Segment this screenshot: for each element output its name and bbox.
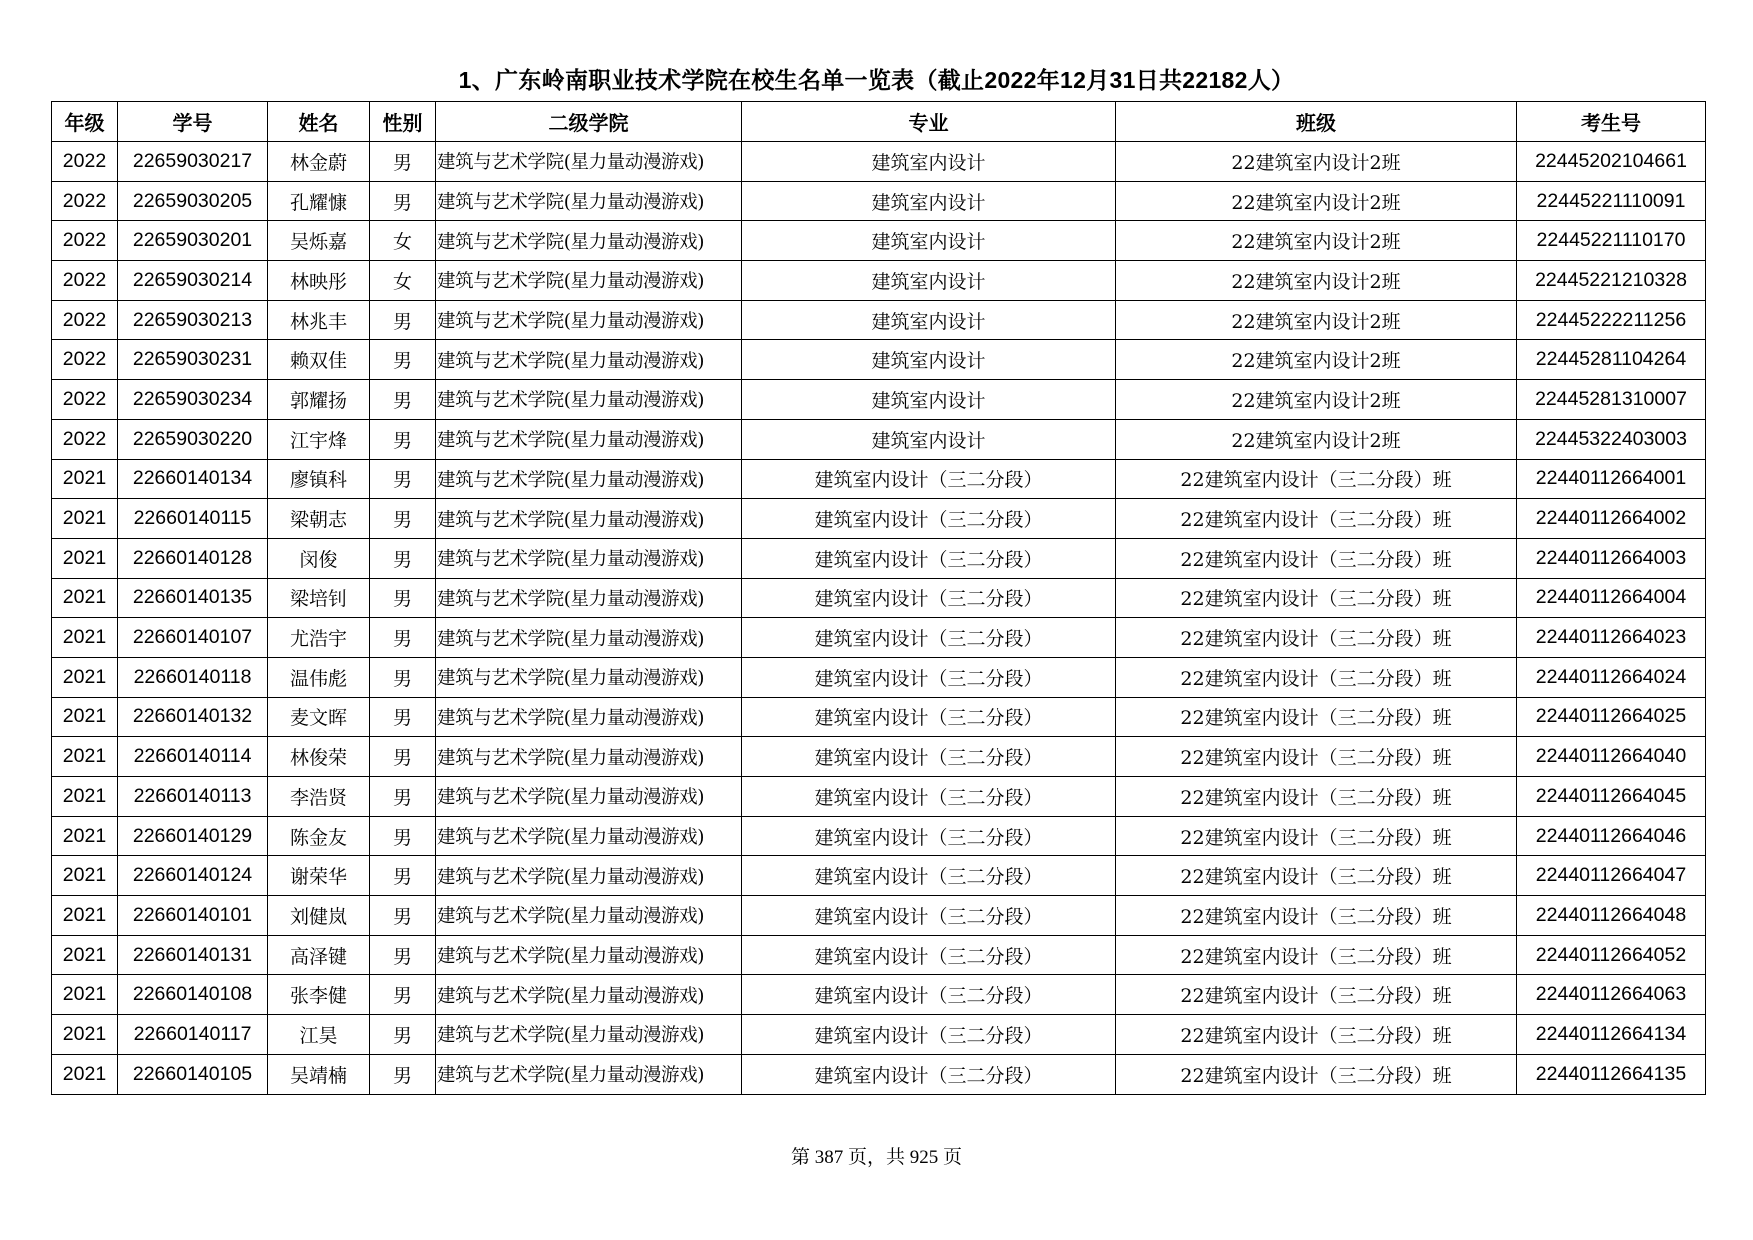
gender-cell: 男	[370, 419, 436, 459]
gender-cell: 男	[370, 657, 436, 697]
table-row	[52, 816, 1706, 856]
table-row	[52, 1054, 1706, 1094]
table-row	[52, 300, 1706, 340]
college-cell: 建筑与艺术学院(星力量动漫游戏)	[436, 419, 742, 459]
grade-cell: 2021	[52, 737, 118, 777]
exam-number-cell: 22440112664001	[1517, 459, 1706, 499]
grade-cell: 2021	[52, 538, 118, 578]
college-cell: 建筑与艺术学院(星力量动漫游戏)	[436, 1054, 742, 1094]
student-id-cell: 22660140105	[118, 1054, 268, 1094]
class-cell: 22建筑室内设计（三二分段）班	[1116, 896, 1517, 936]
name-cell: 江昊	[268, 1015, 370, 1055]
table-row	[52, 538, 1706, 578]
exam-number-cell: 22445221110091	[1517, 181, 1706, 221]
class-cell: 22建筑室内设计（三二分段）班	[1116, 697, 1517, 737]
class-cell: 22建筑室内设计（三二分段）班	[1116, 737, 1517, 777]
student-id-cell: 22660140107	[118, 618, 268, 658]
major-cell: 建筑室内设计（三二分段）	[742, 935, 1116, 975]
gender-cell: 男	[370, 737, 436, 777]
name-cell: 林俊荣	[268, 737, 370, 777]
class-cell: 22建筑室内设计（三二分段）班	[1116, 975, 1517, 1015]
table-row	[52, 221, 1706, 261]
column-header-exam-number: 考生号	[1517, 102, 1706, 142]
name-cell: 梁朝志	[268, 499, 370, 539]
exam-number-cell: 22445281310007	[1517, 380, 1706, 420]
grade-cell: 2022	[52, 380, 118, 420]
class-cell: 22建筑室内设计2班	[1116, 221, 1517, 261]
name-cell: 温伟彪	[268, 657, 370, 697]
major-cell: 建筑室内设计（三二分段）	[742, 657, 1116, 697]
gender-cell: 女	[370, 261, 436, 301]
student-id-cell: 22660140135	[118, 578, 268, 618]
name-cell: 刘健岚	[268, 896, 370, 936]
table-row	[52, 618, 1706, 658]
table-row	[52, 459, 1706, 499]
gender-cell: 男	[370, 1015, 436, 1055]
exam-number-cell: 22440112664040	[1517, 737, 1706, 777]
name-cell: 麦文晖	[268, 697, 370, 737]
college-cell: 建筑与艺术学院(星力量动漫游戏)	[436, 221, 742, 261]
college-cell: 建筑与艺术学院(星力量动漫游戏)	[436, 896, 742, 936]
exam-number-cell: 22445202104661	[1517, 142, 1706, 182]
college-cell: 建筑与艺术学院(星力量动漫游戏)	[436, 816, 742, 856]
student-id-cell: 22660140101	[118, 896, 268, 936]
college-cell: 建筑与艺术学院(星力量动漫游戏)	[436, 618, 742, 658]
student-id-cell: 22660140128	[118, 538, 268, 578]
major-cell: 建筑室内设计（三二分段）	[742, 578, 1116, 618]
table-row	[52, 777, 1706, 817]
column-header-class: 班级	[1116, 102, 1517, 142]
name-cell: 林金蔚	[268, 142, 370, 182]
name-cell: 廖镇科	[268, 459, 370, 499]
exam-number-cell: 22440112664046	[1517, 816, 1706, 856]
college-cell: 建筑与艺术学院(星力量动漫游戏)	[436, 499, 742, 539]
gender-cell: 男	[370, 896, 436, 936]
major-cell: 建筑室内设计（三二分段）	[742, 737, 1116, 777]
exam-number-cell: 22440112664052	[1517, 935, 1706, 975]
college-cell: 建筑与艺术学院(星力量动漫游戏)	[436, 300, 742, 340]
class-cell: 22建筑室内设计（三二分段）班	[1116, 777, 1517, 817]
gender-cell: 男	[370, 300, 436, 340]
college-cell: 建筑与艺术学院(星力量动漫游戏)	[436, 697, 742, 737]
grade-cell: 2021	[52, 499, 118, 539]
grade-cell: 2021	[52, 657, 118, 697]
grade-cell: 2022	[52, 419, 118, 459]
exam-number-cell: 22440112664004	[1517, 578, 1706, 618]
gender-cell: 男	[370, 935, 436, 975]
college-cell: 建筑与艺术学院(星力量动漫游戏)	[436, 777, 742, 817]
gender-cell: 男	[370, 1054, 436, 1094]
name-cell: 吴靖楠	[268, 1054, 370, 1094]
major-cell: 建筑室内设计（三二分段）	[742, 816, 1116, 856]
class-cell: 22建筑室内设计（三二分段）班	[1116, 1015, 1517, 1055]
college-cell: 建筑与艺术学院(星力量动漫游戏)	[436, 142, 742, 182]
student-id-cell: 22659030217	[118, 142, 268, 182]
grade-cell: 2022	[52, 261, 118, 301]
exam-number-cell: 22440112664002	[1517, 499, 1706, 539]
class-cell: 22建筑室内设计2班	[1116, 419, 1517, 459]
exam-number-cell: 22440112664134	[1517, 1015, 1706, 1055]
class-cell: 22建筑室内设计2班	[1116, 380, 1517, 420]
class-cell: 22建筑室内设计2班	[1116, 340, 1517, 380]
college-cell: 建筑与艺术学院(星力量动漫游戏)	[436, 737, 742, 777]
grade-cell: 2022	[52, 300, 118, 340]
name-cell: 李浩贤	[268, 777, 370, 817]
college-cell: 建筑与艺术学院(星力量动漫游戏)	[436, 538, 742, 578]
exam-number-cell: 22440112664024	[1517, 657, 1706, 697]
table-row	[52, 657, 1706, 697]
gender-cell: 女	[370, 221, 436, 261]
grade-cell: 2021	[52, 856, 118, 896]
name-cell: 赖双佳	[268, 340, 370, 380]
name-cell: 孔耀慷	[268, 181, 370, 221]
major-cell: 建筑室内设计（三二分段）	[742, 777, 1116, 817]
gender-cell: 男	[370, 618, 436, 658]
gender-cell: 男	[370, 538, 436, 578]
student-id-cell: 22659030213	[118, 300, 268, 340]
grade-cell: 2021	[52, 896, 118, 936]
class-cell: 22建筑室内设计（三二分段）班	[1116, 816, 1517, 856]
gender-cell: 男	[370, 777, 436, 817]
table-row	[52, 856, 1706, 896]
name-cell: 陈金友	[268, 816, 370, 856]
major-cell: 建筑室内设计（三二分段）	[742, 697, 1116, 737]
exam-number-cell: 22440112664023	[1517, 618, 1706, 658]
major-cell: 建筑室内设计	[742, 221, 1116, 261]
college-cell: 建筑与艺术学院(星力量动漫游戏)	[436, 459, 742, 499]
college-cell: 建筑与艺术学院(星力量动漫游戏)	[436, 340, 742, 380]
class-cell: 22建筑室内设计2班	[1116, 181, 1517, 221]
grade-cell: 2021	[52, 975, 118, 1015]
name-cell: 张李健	[268, 975, 370, 1015]
grade-cell: 2022	[52, 340, 118, 380]
grade-cell: 2021	[52, 1015, 118, 1055]
exam-number-cell: 22440112664063	[1517, 975, 1706, 1015]
exam-number-cell: 22445221110170	[1517, 221, 1706, 261]
table-row	[52, 380, 1706, 420]
class-cell: 22建筑室内设计2班	[1116, 261, 1517, 301]
table-row	[52, 340, 1706, 380]
major-cell: 建筑室内设计（三二分段）	[742, 975, 1116, 1015]
student-roster-table	[51, 101, 1706, 1095]
grade-cell: 2022	[52, 181, 118, 221]
grade-cell: 2021	[52, 618, 118, 658]
name-cell: 江宇烽	[268, 419, 370, 459]
name-cell: 梁培钊	[268, 578, 370, 618]
student-id-cell: 22660140129	[118, 816, 268, 856]
gender-cell: 男	[370, 181, 436, 221]
table-row	[52, 896, 1706, 936]
exam-number-cell: 22440112664003	[1517, 538, 1706, 578]
college-cell: 建筑与艺术学院(星力量动漫游戏)	[436, 856, 742, 896]
column-header-grade: 年级	[52, 102, 118, 142]
class-cell: 22建筑室内设计（三二分段）班	[1116, 618, 1517, 658]
grade-cell: 2021	[52, 935, 118, 975]
student-id-cell: 22660140118	[118, 657, 268, 697]
student-id-cell: 22660140114	[118, 737, 268, 777]
gender-cell: 男	[370, 975, 436, 1015]
college-cell: 建筑与艺术学院(星力量动漫游戏)	[436, 578, 742, 618]
table-body	[52, 142, 1706, 1095]
table-row	[52, 1015, 1706, 1055]
student-id-cell: 22660140108	[118, 975, 268, 1015]
major-cell: 建筑室内设计	[742, 380, 1116, 420]
major-cell: 建筑室内设计	[742, 261, 1116, 301]
table-row	[52, 142, 1706, 182]
student-id-cell: 22660140124	[118, 856, 268, 896]
class-cell: 22建筑室内设计（三二分段）班	[1116, 856, 1517, 896]
college-cell: 建筑与艺术学院(星力量动漫游戏)	[436, 261, 742, 301]
major-cell: 建筑室内设计（三二分段）	[742, 1015, 1116, 1055]
exam-number-cell: 22445322403003	[1517, 419, 1706, 459]
major-cell: 建筑室内设计（三二分段）	[742, 896, 1116, 936]
page-title: 1、广东岭南职业技术学院在校生名单一览表（截止2022年12月31日共22182人）	[458, 67, 1295, 93]
grade-cell: 2021	[52, 816, 118, 856]
name-cell: 林兆丰	[268, 300, 370, 340]
student-id-cell: 22660140131	[118, 935, 268, 975]
gender-cell: 男	[370, 816, 436, 856]
grade-cell: 2022	[52, 221, 118, 261]
name-cell: 郭耀扬	[268, 380, 370, 420]
major-cell: 建筑室内设计（三二分段）	[742, 538, 1116, 578]
college-cell: 建筑与艺术学院(星力量动漫游戏)	[436, 1015, 742, 1055]
major-cell: 建筑室内设计	[742, 181, 1116, 221]
exam-number-cell: 22440112664025	[1517, 697, 1706, 737]
name-cell: 吴烁嘉	[268, 221, 370, 261]
college-cell: 建筑与艺术学院(星力量动漫游戏)	[436, 975, 742, 1015]
column-header-student-id: 学号	[118, 102, 268, 142]
major-cell: 建筑室内设计	[742, 142, 1116, 182]
class-cell: 22建筑室内设计2班	[1116, 300, 1517, 340]
name-cell: 高泽键	[268, 935, 370, 975]
student-id-cell: 22659030214	[118, 261, 268, 301]
major-cell: 建筑室内设计	[742, 419, 1116, 459]
gender-cell: 男	[370, 142, 436, 182]
college-cell: 建筑与艺术学院(星力量动漫游戏)	[436, 657, 742, 697]
exam-number-cell: 22440112664047	[1517, 856, 1706, 896]
major-cell: 建筑室内设计（三二分段）	[742, 1054, 1116, 1094]
student-id-cell: 22659030220	[118, 419, 268, 459]
gender-cell: 男	[370, 578, 436, 618]
major-cell: 建筑室内设计（三二分段）	[742, 618, 1116, 658]
exam-number-cell: 22440112664045	[1517, 777, 1706, 817]
grade-cell: 2021	[52, 1054, 118, 1094]
exam-number-cell: 22440112664135	[1517, 1054, 1706, 1094]
grade-cell: 2021	[52, 459, 118, 499]
name-cell: 闵俊	[268, 538, 370, 578]
exam-number-cell: 22440112664048	[1517, 896, 1706, 936]
name-cell: 谢荣华	[268, 856, 370, 896]
major-cell: 建筑室内设计（三二分段）	[742, 499, 1116, 539]
major-cell: 建筑室内设计	[742, 340, 1116, 380]
major-cell: 建筑室内设计（三二分段）	[742, 459, 1116, 499]
class-cell: 22建筑室内设计（三二分段）班	[1116, 538, 1517, 578]
exam-number-cell: 22445281104264	[1517, 340, 1706, 380]
table-row	[52, 419, 1706, 459]
gender-cell: 男	[370, 856, 436, 896]
name-cell: 林映彤	[268, 261, 370, 301]
table-row	[52, 261, 1706, 301]
name-cell: 尤浩宇	[268, 618, 370, 658]
column-header-gender: 性别	[370, 102, 436, 142]
table-row	[52, 499, 1706, 539]
student-id-cell: 22660140132	[118, 697, 268, 737]
column-header-major: 专业	[742, 102, 1116, 142]
page-number-footer: 第 387 页，共 925 页	[790, 1147, 962, 1168]
grade-cell: 2022	[52, 142, 118, 182]
student-id-cell: 22660140113	[118, 777, 268, 817]
gender-cell: 男	[370, 459, 436, 499]
class-cell: 22建筑室内设计（三二分段）班	[1116, 499, 1517, 539]
exam-number-cell: 22445221210328	[1517, 261, 1706, 301]
table-row	[52, 697, 1706, 737]
class-cell: 22建筑室内设计（三二分段）班	[1116, 578, 1517, 618]
student-id-cell: 22659030201	[118, 221, 268, 261]
student-id-cell: 22659030234	[118, 380, 268, 420]
gender-cell: 男	[370, 499, 436, 539]
column-header-name: 姓名	[268, 102, 370, 142]
student-id-cell: 22660140134	[118, 459, 268, 499]
class-cell: 22建筑室内设计（三二分段）班	[1116, 1054, 1517, 1094]
grade-cell: 2021	[52, 777, 118, 817]
gender-cell: 男	[370, 380, 436, 420]
gender-cell: 男	[370, 697, 436, 737]
college-cell: 建筑与艺术学院(星力量动漫游戏)	[436, 935, 742, 975]
gender-cell: 男	[370, 340, 436, 380]
grade-cell: 2021	[52, 578, 118, 618]
class-cell: 22建筑室内设计（三二分段）班	[1116, 657, 1517, 697]
table-row	[52, 181, 1706, 221]
class-cell: 22建筑室内设计2班	[1116, 142, 1517, 182]
table-row	[52, 578, 1706, 618]
major-cell: 建筑室内设计	[742, 300, 1116, 340]
table-header-row	[52, 102, 1706, 142]
exam-number-cell: 22445222211256	[1517, 300, 1706, 340]
table-row	[52, 975, 1706, 1015]
student-id-cell: 22659030205	[118, 181, 268, 221]
major-cell: 建筑室内设计（三二分段）	[742, 856, 1116, 896]
student-id-cell: 22660140117	[118, 1015, 268, 1055]
class-cell: 22建筑室内设计（三二分段）班	[1116, 935, 1517, 975]
table-row	[52, 935, 1706, 975]
table-row	[52, 737, 1706, 777]
college-cell: 建筑与艺术学院(星力量动漫游戏)	[436, 181, 742, 221]
student-id-cell: 22659030231	[118, 340, 268, 380]
grade-cell: 2021	[52, 697, 118, 737]
student-id-cell: 22660140115	[118, 499, 268, 539]
college-cell: 建筑与艺术学院(星力量动漫游戏)	[436, 380, 742, 420]
column-header-college: 二级学院	[436, 102, 742, 142]
class-cell: 22建筑室内设计（三二分段）班	[1116, 459, 1517, 499]
